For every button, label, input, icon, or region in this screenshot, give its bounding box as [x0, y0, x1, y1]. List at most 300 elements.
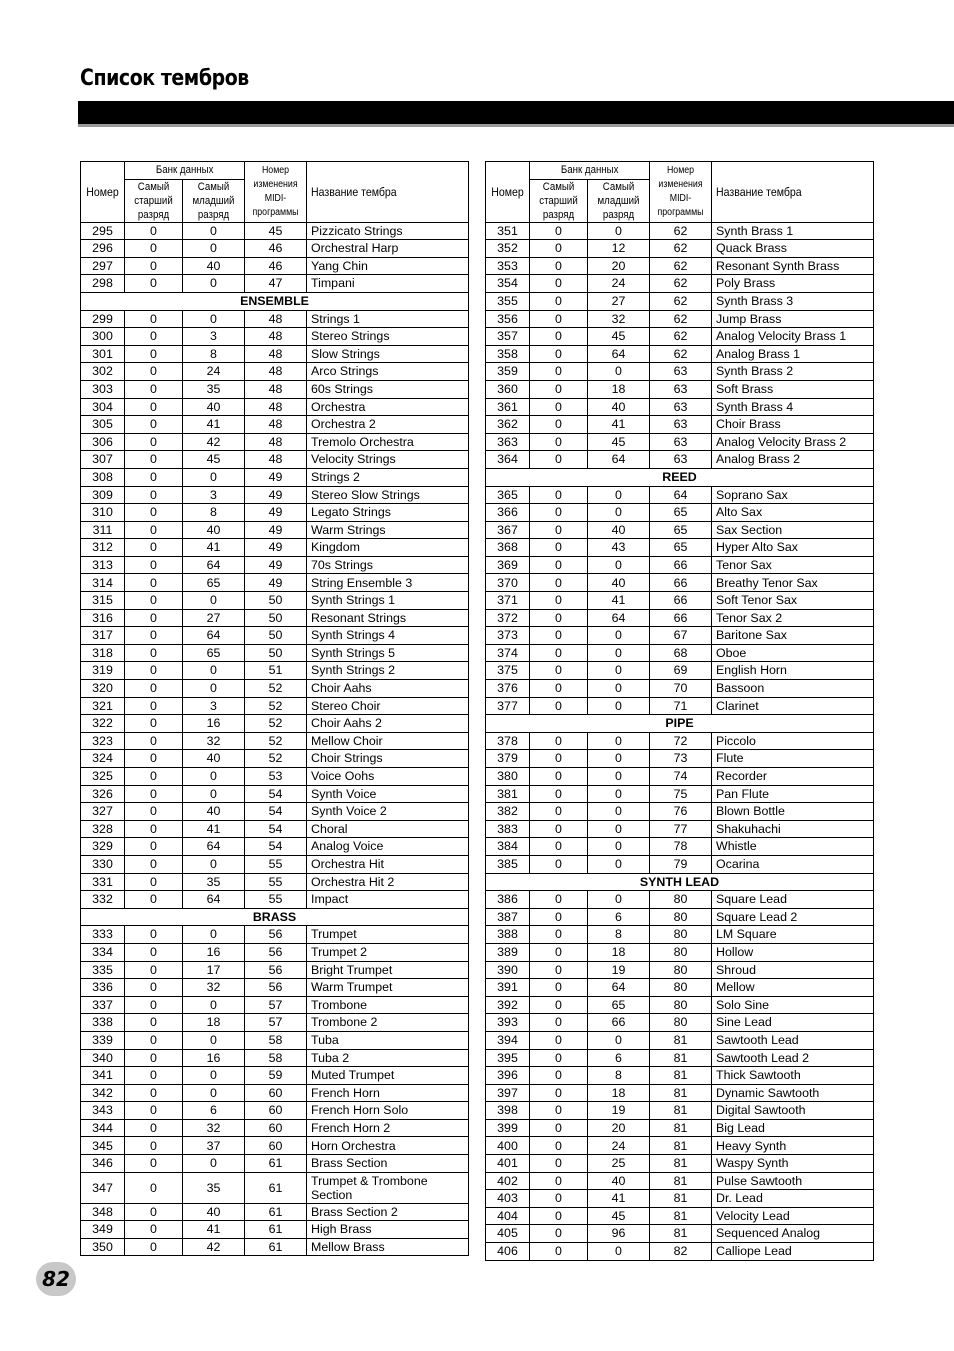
- bank-lsb: 32: [183, 1119, 245, 1137]
- voice-number: 364: [486, 451, 530, 469]
- voice-number: 322: [81, 715, 125, 733]
- voice-name: Soft Brass: [712, 380, 874, 398]
- table-row: [486, 1243, 874, 1261]
- voice-number: 391: [486, 979, 530, 997]
- bank-msb: 0: [125, 310, 183, 328]
- voice-number: 404: [486, 1207, 530, 1225]
- table-row: [486, 556, 874, 574]
- table-row: [486, 1014, 874, 1032]
- bank-msb: 0: [530, 838, 588, 856]
- table-row: [81, 680, 469, 698]
- bank-lsb: 0: [588, 838, 650, 856]
- bank-msb: 0: [125, 556, 183, 574]
- bank-lsb: 0: [588, 363, 650, 381]
- bank-lsb: 0: [588, 644, 650, 662]
- bank-lsb: 6: [588, 908, 650, 926]
- voice-name: Solo Sine: [712, 996, 874, 1014]
- bank-lsb: 18: [588, 943, 650, 961]
- program-change: 56: [245, 961, 307, 979]
- table-row: [486, 627, 874, 645]
- table-row: [486, 398, 874, 416]
- voice-name: Tuba: [307, 1031, 469, 1049]
- bank-msb: 0: [125, 627, 183, 645]
- bank-lsb: 0: [183, 680, 245, 698]
- table-row: [81, 1238, 469, 1256]
- bank-lsb: 25: [588, 1155, 650, 1173]
- program-change: 59: [245, 1067, 307, 1085]
- table-row: [81, 1049, 469, 1067]
- program-change: 48: [245, 451, 307, 469]
- voice-number: 360: [486, 380, 530, 398]
- bank-lsb: 0: [588, 504, 650, 522]
- voice-number: 338: [81, 1014, 125, 1032]
- bank-msb: 0: [125, 979, 183, 997]
- voice-name: Whistle: [712, 838, 874, 856]
- table-row: [486, 891, 874, 909]
- program-change: 81: [650, 1172, 712, 1190]
- bank-msb: 0: [530, 1067, 588, 1085]
- program-change: 55: [245, 891, 307, 909]
- voice-number: 324: [81, 750, 125, 768]
- bank-lsb: 40: [183, 750, 245, 768]
- program-change: 64: [650, 486, 712, 504]
- bank-msb: 0: [125, 996, 183, 1014]
- program-change: 80: [650, 926, 712, 944]
- bank-lsb: 8: [588, 926, 650, 944]
- voice-name: French Horn: [307, 1084, 469, 1102]
- program-change: 80: [650, 979, 712, 997]
- table-row: [486, 680, 874, 698]
- program-change: 50: [245, 592, 307, 610]
- bank-msb: 0: [530, 310, 588, 328]
- bank-lsb: 3: [183, 328, 245, 346]
- voice-name: Shroud: [712, 961, 874, 979]
- program-change: 81: [650, 1119, 712, 1137]
- voice-name: Tremolo Orchestra: [307, 433, 469, 451]
- program-change: 62: [650, 275, 712, 293]
- table-row: [486, 855, 874, 873]
- bank-msb: 0: [125, 345, 183, 363]
- voice-number: 304: [81, 398, 125, 416]
- bank-lsb: 20: [588, 1119, 650, 1137]
- bank-msb: 0: [125, 1102, 183, 1120]
- voice-number: 380: [486, 768, 530, 786]
- program-change: 57: [245, 996, 307, 1014]
- bank-msb: 0: [530, 926, 588, 944]
- bank-lsb: 16: [183, 1049, 245, 1067]
- voice-name: Legato Strings: [307, 504, 469, 522]
- bank-msb: 0: [530, 979, 588, 997]
- bank-msb: 0: [530, 416, 588, 434]
- bank-lsb: 64: [183, 627, 245, 645]
- table-row: [486, 1084, 874, 1102]
- voice-name: Synth Strings 2: [307, 662, 469, 680]
- voice-name: Flute: [712, 750, 874, 768]
- program-change: 81: [650, 1225, 712, 1243]
- bank-lsb: 0: [588, 680, 650, 698]
- voice-number: 342: [81, 1084, 125, 1102]
- table-row: [486, 574, 874, 592]
- program-change: 75: [650, 785, 712, 803]
- voice-number: 303: [81, 380, 125, 398]
- voice-number: 368: [486, 539, 530, 557]
- bank-msb: 0: [125, 1172, 183, 1203]
- voice-name: High Brass: [307, 1221, 469, 1239]
- voice-name: Velocity Lead: [712, 1207, 874, 1225]
- bank-lsb: 65: [183, 574, 245, 592]
- bank-lsb: 64: [183, 556, 245, 574]
- voice-number: 346: [81, 1155, 125, 1173]
- program-change: 45: [245, 222, 307, 240]
- bank-msb: 0: [125, 662, 183, 680]
- bank-msb: 0: [530, 257, 588, 275]
- table-row: [81, 943, 469, 961]
- program-change: 66: [650, 609, 712, 627]
- bank-msb: 0: [530, 556, 588, 574]
- program-change: 71: [650, 697, 712, 715]
- bank-msb: 0: [125, 1155, 183, 1173]
- voice-name: Choir Strings: [307, 750, 469, 768]
- table-row: [81, 996, 469, 1014]
- bank-lsb: 64: [183, 838, 245, 856]
- voice-name: Sine Lead: [712, 1014, 874, 1032]
- voice-number: 402: [486, 1172, 530, 1190]
- program-change: 63: [650, 433, 712, 451]
- program-change: 52: [245, 680, 307, 698]
- table-row: [486, 1137, 874, 1155]
- table-row: [81, 592, 469, 610]
- program-change: 65: [650, 504, 712, 522]
- bank-msb: 0: [530, 574, 588, 592]
- bank-lsb: 27: [588, 292, 650, 310]
- program-change: 54: [245, 820, 307, 838]
- program-change: 55: [245, 855, 307, 873]
- voice-name: Orchestra Hit: [307, 855, 469, 873]
- voice-name: Trumpet: [307, 926, 469, 944]
- program-change: 54: [245, 785, 307, 803]
- bank-msb: 0: [530, 680, 588, 698]
- bank-lsb: 40: [588, 1172, 650, 1190]
- bank-lsb: 24: [183, 363, 245, 381]
- voice-number: 311: [81, 521, 125, 539]
- voice-number: 309: [81, 486, 125, 504]
- bank-lsb: 0: [183, 1155, 245, 1173]
- table-row: [486, 1049, 874, 1067]
- program-change: 66: [650, 574, 712, 592]
- program-change: 55: [245, 873, 307, 891]
- bank-lsb: 0: [183, 468, 245, 486]
- bank-msb: 0: [125, 257, 183, 275]
- table-row: [486, 1031, 874, 1049]
- voice-number: 329: [81, 838, 125, 856]
- bank-lsb: 0: [183, 768, 245, 786]
- program-change: 56: [245, 979, 307, 997]
- bank-msb: 0: [530, 504, 588, 522]
- table-row: [486, 257, 874, 275]
- bank-msb: 0: [125, 697, 183, 715]
- bank-lsb: 19: [588, 961, 650, 979]
- bank-msb: 0: [530, 855, 588, 873]
- table-row: [486, 275, 874, 293]
- program-change: 81: [650, 1049, 712, 1067]
- title-bar: [78, 101, 954, 124]
- bank-lsb: 45: [588, 328, 650, 346]
- table-row: [486, 785, 874, 803]
- table-row: [81, 1221, 469, 1239]
- voice-number: 318: [81, 644, 125, 662]
- program-change: 48: [245, 363, 307, 381]
- program-change: 62: [650, 310, 712, 328]
- program-change: 66: [650, 592, 712, 610]
- bank-lsb: 6: [588, 1049, 650, 1067]
- voice-number: 323: [81, 732, 125, 750]
- bank-lsb: 64: [183, 891, 245, 909]
- bank-msb: 0: [125, 1119, 183, 1137]
- bank-msb: 0: [530, 1102, 588, 1120]
- program-change: 56: [245, 926, 307, 944]
- table-row: [486, 380, 874, 398]
- bank-lsb: 6: [183, 1102, 245, 1120]
- bank-msb: 0: [125, 750, 183, 768]
- program-change: 78: [650, 838, 712, 856]
- bank-msb: 0: [125, 1084, 183, 1102]
- voice-number: 367: [486, 521, 530, 539]
- voice-name: Strings 1: [307, 310, 469, 328]
- table-row: [486, 1155, 874, 1173]
- program-change: 81: [650, 1031, 712, 1049]
- program-change: 62: [650, 222, 712, 240]
- section-title: BRASS: [81, 908, 469, 926]
- voice-name: Synth Strings 4: [307, 627, 469, 645]
- bank-msb: 0: [125, 1238, 183, 1256]
- program-change: 80: [650, 1014, 712, 1032]
- table-row: [81, 468, 469, 486]
- program-change: 49: [245, 468, 307, 486]
- header-voice-name: Название тембра: [712, 162, 874, 223]
- voice-name: Arco Strings: [307, 363, 469, 381]
- voice-name: Tenor Sax: [712, 556, 874, 574]
- bank-msb: 0: [125, 803, 183, 821]
- bank-lsb: 0: [183, 662, 245, 680]
- header-program-change: Номер изменения MIDI-программы: [245, 162, 307, 223]
- bank-msb: 0: [125, 275, 183, 293]
- bank-msb: 0: [125, 574, 183, 592]
- voice-number: 387: [486, 908, 530, 926]
- voice-name: Orchestra 2: [307, 416, 469, 434]
- voice-number: 336: [81, 979, 125, 997]
- table-row: [81, 398, 469, 416]
- bank-lsb: 41: [183, 1221, 245, 1239]
- voice-name: Synth Brass 2: [712, 363, 874, 381]
- program-change: 60: [245, 1119, 307, 1137]
- section-title: SYNTH LEAD: [486, 873, 874, 891]
- voice-number: 335: [81, 961, 125, 979]
- table-row: [486, 433, 874, 451]
- program-change: 81: [650, 1207, 712, 1225]
- voice-name: Square Lead: [712, 891, 874, 909]
- bank-lsb: 8: [183, 345, 245, 363]
- voice-number: 401: [486, 1155, 530, 1173]
- table-row: [486, 644, 874, 662]
- voice-number: 334: [81, 943, 125, 961]
- program-change: 80: [650, 961, 712, 979]
- program-change: 50: [245, 609, 307, 627]
- section-title: PIPE: [486, 715, 874, 733]
- voice-number: 377: [486, 697, 530, 715]
- voice-number: 306: [81, 433, 125, 451]
- table-row: [486, 222, 874, 240]
- program-change: 72: [650, 732, 712, 750]
- table-row: [486, 292, 874, 310]
- bank-msb: 0: [530, 275, 588, 293]
- table-row: [81, 627, 469, 645]
- voice-number: 381: [486, 785, 530, 803]
- voice-number: 354: [486, 275, 530, 293]
- program-change: 51: [245, 662, 307, 680]
- voice-name: Resonant Strings: [307, 609, 469, 627]
- program-change: 79: [650, 855, 712, 873]
- header-lsb: Самый младший разряд: [588, 179, 650, 222]
- program-change: 67: [650, 627, 712, 645]
- program-change: 61: [245, 1155, 307, 1173]
- table-row: [486, 979, 874, 997]
- table-row: [81, 732, 469, 750]
- program-change: 48: [245, 416, 307, 434]
- program-change: 53: [245, 768, 307, 786]
- table-row: [486, 240, 874, 258]
- program-change: 46: [245, 240, 307, 258]
- voice-number: 363: [486, 433, 530, 451]
- program-change: 80: [650, 943, 712, 961]
- section-row: [81, 908, 469, 926]
- bank-msb: 0: [530, 486, 588, 504]
- voice-name: Analog Voice: [307, 838, 469, 856]
- voice-name: Resonant Synth Brass: [712, 257, 874, 275]
- bank-msb: 0: [125, 1221, 183, 1239]
- program-change: 52: [245, 697, 307, 715]
- bank-lsb: 0: [183, 222, 245, 240]
- bank-msb: 0: [530, 1084, 588, 1102]
- table-row: [81, 574, 469, 592]
- voice-number: 308: [81, 468, 125, 486]
- table-row: [81, 345, 469, 363]
- table-row: [81, 697, 469, 715]
- table-row: [81, 1067, 469, 1085]
- header-lsb: Самый младший разряд: [183, 179, 245, 222]
- table-row: [486, 609, 874, 627]
- program-change: 74: [650, 768, 712, 786]
- bank-msb: 0: [125, 680, 183, 698]
- table-row: [486, 996, 874, 1014]
- bank-lsb: 64: [588, 451, 650, 469]
- program-change: 50: [245, 627, 307, 645]
- voice-name: Heavy Synth: [712, 1137, 874, 1155]
- voice-name: Analog Velocity Brass 2: [712, 433, 874, 451]
- program-change: 61: [245, 1221, 307, 1239]
- bank-lsb: 0: [183, 240, 245, 258]
- table-row: [486, 486, 874, 504]
- table-row: [81, 433, 469, 451]
- voice-number: 319: [81, 662, 125, 680]
- section-row: [81, 292, 469, 310]
- program-change: 63: [650, 451, 712, 469]
- voice-number: 351: [486, 222, 530, 240]
- voice-number: 332: [81, 891, 125, 909]
- bank-lsb: 0: [588, 1031, 650, 1049]
- voice-number: 350: [81, 1238, 125, 1256]
- voice-number: 349: [81, 1221, 125, 1239]
- voice-name: Synth Voice 2: [307, 803, 469, 821]
- voice-name: Synth Strings 5: [307, 644, 469, 662]
- voice-number: 317: [81, 627, 125, 645]
- table-row: [486, 363, 874, 381]
- bank-msb: 0: [530, 732, 588, 750]
- table-row: [81, 556, 469, 574]
- table-row: [81, 750, 469, 768]
- program-change: 49: [245, 556, 307, 574]
- table-row: [81, 240, 469, 258]
- bank-msb: 0: [530, 961, 588, 979]
- bank-msb: 0: [125, 1137, 183, 1155]
- bank-lsb: 42: [183, 1238, 245, 1256]
- voice-name: Calliope Lead: [712, 1243, 874, 1261]
- header-bank: Банк данных: [125, 162, 245, 180]
- program-change: 65: [650, 521, 712, 539]
- table-row: [486, 1190, 874, 1208]
- voice-number: 374: [486, 644, 530, 662]
- voice-name: Synth Voice: [307, 785, 469, 803]
- voice-number: 397: [486, 1084, 530, 1102]
- voice-number: 389: [486, 943, 530, 961]
- voice-number: 369: [486, 556, 530, 574]
- voice-name: Brass Section: [307, 1155, 469, 1173]
- bank-lsb: 0: [588, 486, 650, 504]
- program-change: 62: [650, 328, 712, 346]
- voice-name: Warm Trumpet: [307, 979, 469, 997]
- program-change: 63: [650, 416, 712, 434]
- voice-number: 315: [81, 592, 125, 610]
- table-row: [486, 943, 874, 961]
- voice-number: 348: [81, 1203, 125, 1221]
- voice-name: Bright Trumpet: [307, 961, 469, 979]
- table-row: [81, 1119, 469, 1137]
- voice-name: Warm Strings: [307, 521, 469, 539]
- table-row: [486, 451, 874, 469]
- voice-number: 405: [486, 1225, 530, 1243]
- bank-msb: 0: [530, 1207, 588, 1225]
- voice-name: Pizzicato Strings: [307, 222, 469, 240]
- voice-number: 305: [81, 416, 125, 434]
- bank-lsb: 18: [588, 380, 650, 398]
- section-row: [486, 468, 874, 486]
- bank-lsb: 0: [183, 1031, 245, 1049]
- section-title: ENSEMBLE: [81, 292, 469, 310]
- voice-name: Bassoon: [712, 680, 874, 698]
- bank-lsb: 43: [588, 539, 650, 557]
- table-row: [81, 504, 469, 522]
- voice-number: 343: [81, 1102, 125, 1120]
- voice-name: Soprano Sax: [712, 486, 874, 504]
- voice-number: 300: [81, 328, 125, 346]
- bank-lsb: 8: [183, 504, 245, 522]
- voice-name: Choral: [307, 820, 469, 838]
- voice-name: Synth Brass 1: [712, 222, 874, 240]
- bank-msb: 0: [530, 644, 588, 662]
- voice-name: Hollow: [712, 943, 874, 961]
- program-change: 66: [650, 556, 712, 574]
- bank-msb: 0: [530, 592, 588, 610]
- voice-number: 399: [486, 1119, 530, 1137]
